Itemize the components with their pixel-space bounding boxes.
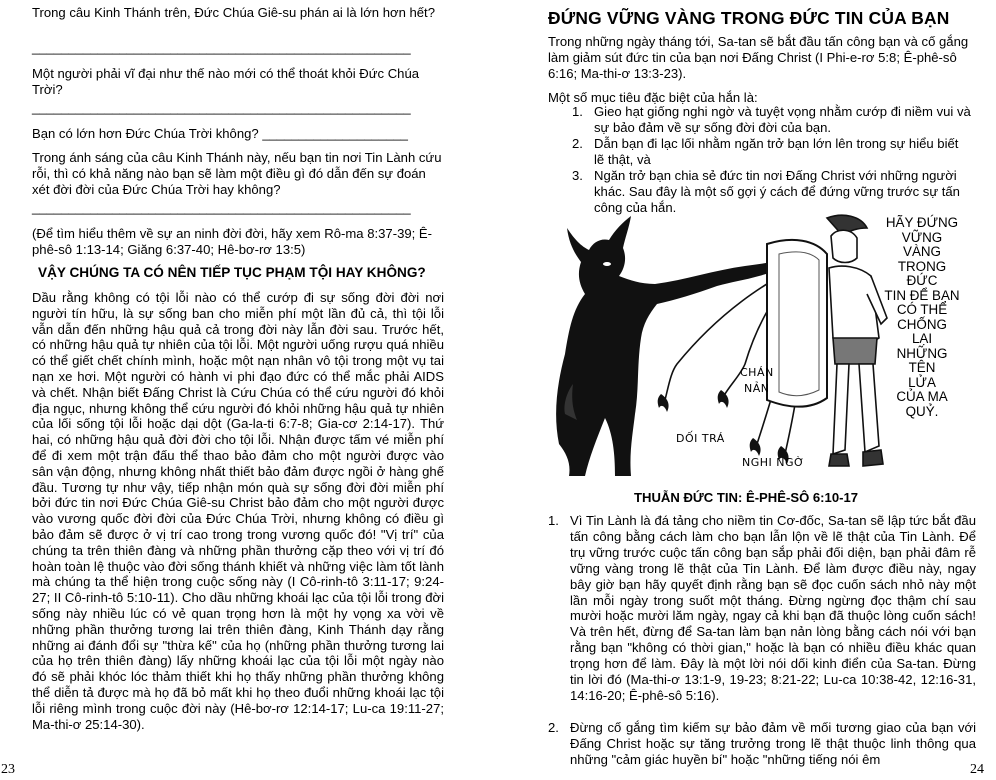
goal-number: 2.: [572, 136, 583, 151]
callout-line: QUỶ.: [905, 403, 939, 419]
goal-number: 1.: [572, 104, 583, 119]
goal-text: Dẫn bạn đi lạc lối nhằm ngăn trở bạn lớn lên trong sự hiểu biết lẽ thật, và: [594, 136, 959, 167]
goal-item-1: [572, 104, 972, 136]
arrow-label-doi-tra: DỐI TRÁ: [676, 432, 725, 445]
point-text: Vì Tin Lành là đá tảng cho niềm tin Cơ-đốc, Sa-tan sẽ lập tức bắt đầu tấn công bằng cách làm cho bạn lẫn lộn về lẽ thật của Tin Lành. Để trụ vững trước cuộc tấn công bạn sắp phải đối diện, bạn phải đâm rễ vững vàng trong lẽ thật của Tin Lành. Để làm được điều này, ngay bây giờ bạn hãy quyết định rằng bạn sẽ đọc cuốn sách nhỏ này một lần mỗi ngày trong suốt một tháng. Đừng ngừng đọc thậm chí sau mười hoặc mười lăm ngày, ngay cả khi bạn đã thuộc lòng cuốn sách! Và trên hết, đừng để Sa-tan làm bạn nản lòng bằng cách nói với bạn rằng bạn "không có thời gian," hoặc là bạn có nhiều điều khác quan trọng hơn để làm. Đây là một lời nói dối kinh điển của Sa-tan. Đừng tin lời đó (Ma-thi-ơ 13:1-9, 19-23; 8:21-22; Lu-ca 10:38-42, 12:16-31, 14:16-20; Ê-phê-sô 5:16).: [570, 513, 976, 703]
point-number: 2.: [548, 720, 559, 735]
callout-line: NHỮNG: [896, 345, 948, 361]
goal-item-2: [572, 136, 972, 168]
page-number-right: 24: [970, 762, 984, 777]
goal-number: 3.: [572, 168, 583, 183]
callout-line: VỮNG VÀNG: [901, 229, 943, 259]
callout-line: LỬA: [908, 374, 936, 390]
answer-line-2: ____________________________________________________: [32, 100, 411, 115]
callout-line: TRONG ĐỨC: [897, 258, 947, 288]
callout-line: CỦA MA: [896, 389, 948, 404]
question-1: Trong câu Kinh Thánh trên, Đức Chúa Giê-su phán ai là lớn hơn hết?: [32, 5, 435, 20]
page-title: ĐỨNG VỮNG VÀNG TRONG ĐỨC TIN CỦA BẠN: [548, 8, 950, 28]
arrow-label-nan: NẢN: [744, 382, 770, 395]
arrow-label-nghi-ngo: NGHI NGỜ: [742, 456, 805, 469]
goal-text: Gieo hạt giống nghi ngờ và tuyệt vọng nhằm cướp đi niềm vui và sự bảo đảm về sự sống đời đời của bạn.: [594, 104, 971, 135]
roman-soldier: [827, 215, 887, 466]
arrow-label-chan: CHÁN: [740, 366, 774, 379]
callout-line: CHỐNG: [897, 316, 947, 332]
question-2: Một người phải vĩ đại như thế nào mới có thể thoát khỏi Đức Chúa Trời?: [32, 66, 420, 97]
question-4: Trong ánh sáng của câu Kinh Thánh này, nếu bạn tin nơi Tin Lành cứu rỗi, thì có khả năng nào bạn sẽ làm một điều gì đó dẫn đến sự đoán xét đời đời của Đức Chúa Trời hay không?: [32, 150, 442, 197]
callout-line: LẠI: [911, 331, 933, 346]
callout-text: [882, 216, 962, 419]
page-number-left: 23: [1, 762, 15, 777]
goals-intro: Một số mục tiêu đặc biệt của hắn là:: [548, 90, 758, 105]
body-text: Dầu rằng không có tội lỗi nào có thể cướp đi sự sống đời đời nơi người tín hữu, là sự sống ban cho miễn phí một lần đủ cả, thì tội lỗi vẫn dẫn đến những hậu quả cả trong đời này lẫn đời sau. Trước hết, có những hậu quả tự nhiên của tội lỗi. Một người uống rượu quá nhiều có thể giết chết chính mình, hoặc một nạn nhân vô tội trong một vụ tai nạn xe hơi. Một người có hành vi phi đạo đức có thể mắc phải AIDS và chết. Nhận biết Đấng Christ là Cứu Chúa có thể cứu người đó khỏi địa ngục, nhưng không thể cứu người đó khỏi những hậu quả tự nhiên của lối sống tội lỗi hoặc dại dột (Ga-la-ti 6:7-8; Gia-cơ 2:14-17). Thứ hai, có những hậu quả đời đời cho tội lỗi. Nhận được tấm vé miễn phí để đi xem một trận đấu thể thao bảo đảm cho một người được vào sân vận động, nhưng không nhất thiết bảo đảm được ngồi ở hàng ghế đầu. Tương tự như vậy, tiếp nhận món quà sự sống đời đời miễn phí bởi đức tin nơi Đức Chúa Giê-su Christ bảo đảm cho một người được vào vương quốc đời đời của Đức Chúa Trời, nhưng không có điều gì bảo đảm sẽ được ở vị trí cao trong trong vương quốc đó! "Vị trí" của chúng ta trên thiên đàng và những phần thưởng cặp theo với vị trí đó hoàn toàn lệ thuộc vào đời sống thánh khiết và những việc làm tốt lành mà chúng ta thể hiện trong cuộc sống này (I Cô-rinh-tô 3:11-17; 9:24-27; II Cô-rinh-tô 5:10-11). Cho dầu những khoái lạc của tội lỗi trong đời sống này nhiều lúc có vẻ quan trọng hơn là một hy vọng xa vời về những phần thưởng tương lai trên thiên đàng, Kinh Thánh dạy rằng những ai đánh đổi sự "thừa kế" của họ (những phần thưởng tương lai của họ trên thiên đàng) lấy những khoái lạc của tội lỗi một ngày nào đó sẽ phải khóc lóc thảm thiết khi họ thấy những phần thưởng không thể diễn tả được mà họ đã bỏ mất khi họ theo đuổi những khoái lạc tội lỗi riêng mình trong cuộc đời này (Hê-bơ-rơ 12:14-17; Lu-ca 19:11-27; Ma-thi-ơ 25:14-30).: [32, 290, 444, 732]
answer-line-3: ____________________________________________________: [32, 200, 411, 215]
intro-paragraph: Trong những ngày tháng tới, Sa-tan sẽ bắt đầu tấn công bạn và cố gắng làm giảm sút đức tin của bạn nơi Đấng Christ (I Phi-e-rơ 5:8; Ê-phê-sô 6:16; Ma-thi-ơ 13:3-23).: [548, 34, 969, 81]
question-3: Bạn có lớn hơn Đức Chúa Trời không? ____________________: [32, 126, 408, 141]
shield: [767, 240, 827, 407]
point-number: 1.: [548, 513, 559, 528]
section-heading: VẬY CHÚNG TA CÓ NÊN TIẾP TỤC PHẠM TỘI HAY KHÔNG?: [38, 265, 426, 280]
answer-line-1: ____________________________________________________: [32, 40, 411, 55]
callout-line: TÊN: [908, 360, 936, 375]
callout-line: TIN ĐỂ BẠN: [884, 287, 960, 303]
point-item-1: [548, 513, 976, 704]
callout-line: HÃY ĐỨNG: [885, 215, 959, 230]
reference-note: (Để tìm hiểu thêm về sự an ninh đời đời, hãy xem Rô-ma 8:37-39; Ê-phê-sô 1:13-14; Giăng 6:37-40; Hê-bơ-rơ 13:5): [32, 226, 433, 257]
point-item-2: [548, 720, 976, 768]
callout-line: CÓ THỂ: [896, 302, 948, 317]
goal-text: Ngăn trở bạn chia sẻ đức tin nơi Đấng Christ với những người khác. Sau đây là một số gợi ý cách để đứng vững trước sự tấn công của hắn.: [594, 168, 960, 215]
point-text: Đừng cố gắng tìm kiếm sự bảo đảm về mối tương giao của bạn với Đấng Christ hoặc sự tăng trưởng trong lẽ thật thuộc linh thông qua những "cảm giác huyền bí" hoặc "những tiếng nói êm: [570, 720, 976, 767]
illustration-caption: THUẪN ĐỨC TIN: Ê-PHÊ-SÔ 6:10-17: [634, 490, 859, 505]
goal-item-3: [572, 168, 972, 216]
